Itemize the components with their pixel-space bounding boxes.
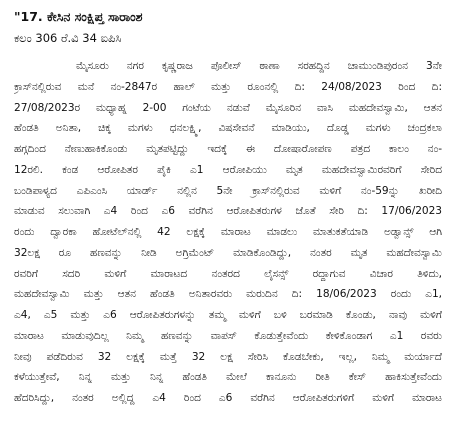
paragraph-line: ಮಾರಾಟ ಮಾಡುವುದಿಲ್ಲ ನಿಮ್ಮ ಹಣವನ್ನು ವಾಪಸ್ ಕೊಡುತ್ತೇವೆಂದು ಕೇಳಿಕೊಂಡಾಗ ಎ1 ರವರು	[14, 329, 442, 342]
paragraph-line: ಮಾಡುವ ಸಲುವಾಗಿ ಎ4 ರಿಂದ ಎ6 ವರೆಗಿನ ಆರೋಪಿತರುಗಳ ಜೊತೆ ಸೇರಿ ದಿ: 17/06/2023	[14, 205, 442, 218]
paragraph-line: ಹೆದರಿಸಿದ್ದು, ನಂತರ ಅಲ್ಲಿದ್ದ ಎ4 ರಿಂದ ಎ6 ವರೆಗಿನ ಆರೋಪಿತರುಗಳಿಗೆ ಮಳಿಗೆ ಮಾರಾಟ	[14, 392, 442, 404]
section-reference: ಕಲಂ 306 ರೆ.ವಿ 34 ಐಪಿಸಿ	[14, 31, 122, 45]
paragraph-line: ರಂದು ದ್ವಾರಕಾ ಹೋಟೆಲ್‌ನಲ್ಲಿ 42 ಲಕ್ಷಕ್ಕೆ ಮಾರಾಟ ಮಾಡಲು ಮಾತುಕತೆಯಾಡಿ ಅಡ್ವಾನ್ಸ್ ಆಗಿ	[14, 226, 442, 238]
paragraph-line: 32ಲಕ್ಷ ರೂ ಹಣವನ್ನು ನೀಡಿ ಅಗ್ರಿಮೆಂಟ್ ಮಾಡಿಕೊಂಡಿದ್ದು, ನಂತರ ಮೃತ ಮಹದೇವಸ್ವಾಮಿ	[14, 246, 442, 259]
paragraph-line: ಮಹದೇವಸ್ವಾಮಿ ಮತ್ತು ಆತನ ಹೆಂಡತಿ ಅನಿತಾರವರು ಮರುದಿನ ದಿ: 18/06/2023 ರಂದು ಎ1,	[14, 288, 442, 301]
paragraph-line: ಕಳೆಯುತ್ತೇವೆ, ನಿನ್ನ ಮತ್ತು ನಿನ್ನ ಹೆಂಡತಿ ಮೇಲೆ ಕಾನೂನು ರೀತಿ ಕೇಸ್ ಹಾಕಿಸುತ್ತೇವೆಂದು	[14, 371, 442, 384]
paragraph-line: ಹಗ್ಗದಿಂದ ನೇಣುಹಾಕಿಕೊಂಡು ಮೃತಪಟ್ಟಿದ್ದು ಇದಕ್ಕೆ ಈ ದೋಷಾರೋಪಣ ಪತ್ರದ ಕಾಲಂ ನಂ-	[14, 143, 442, 155]
paragraph-line: ರವರಿಗೆ ಸದರಿ ಮಳಿಗೆ ಮಾರಾಟದ ನಂತರದ ಲೈಸನ್ಸ್ ರದ್ದಾಗುವ ವಿಚಾರ ತಿಳಿದು,	[14, 267, 442, 280]
paragraph-line: ಕ್ರಾಸ್‌ನಲ್ಲಿರುವ ಮನೆ ನಂ-2847ರ ಹಾಲ್ ಮತ್ತು ರೂಂನಲ್ಲಿ ದಿ: 24/08/2023 ರಿಂದ ದಿ:	[14, 80, 442, 93]
case-summary-paragraph	[14, 56, 442, 409]
paragraph-line: 12ರಲಿ. ಕಂಡ ಆರೋಪಿತರ ಪೈಕಿ ಎ1 ಆರೋಪಿಯು ಮೃತ ಮಹದೇವಸ್ವಾಮಿರವರಿಗೆ ಸೇರಿದ	[14, 163, 442, 176]
paragraph-line: ಮೈಸೂರು ನಗರ ಕೃಷ್ಣರಾಜ ಪೊಲೀಸ್ ಠಾಣಾ ಸರಹದ್ದಿನ ಚಾಮುಂಡಿಪುರಂನ 3ನೇ	[76, 60, 442, 72]
paragraph-line: ನೀವು ಪಡೆದಿರುವ 32 ಲಕ್ಷಕ್ಕೆ ಮತ್ತೆ 32 ಲಕ್ಷ ಸೇರಿಸಿ ಕೊಡಬೇಕು, ಇಲ್ಲ, ನಿಮ್ಮ ಮರ್ಯಾದೆ	[14, 350, 442, 363]
paragraph-line: ಬಂಡಿಪಾಳ್ಯದ ಎಪಿಎಂಸಿ ಯಾರ್ಡ್ ನಲ್ಲಿನ 5ನೇ ಕ್ರಾಸ್‌ನಲ್ಲಿರುವ ಮಳಿಗೆ ನಂ-59ನ್ನು ಖರೀದಿ	[14, 184, 442, 197]
paragraph-line: 27/08/2023ರ ಮಧ್ಯಾಹ್ನ 2-00 ಗಂಟೆಯ ನಡುವೆ ಮೈಸೂರಿನ ವಾಸಿ ಮಹದೇವಸ್ವಾಮಿ, ಆತನ	[14, 101, 442, 114]
document-heading: "17. ಕೇಸಿನ ಸಂಕ್ಷಿಪ್ತ ಸಾರಾಂಶ	[14, 9, 143, 24]
paragraph-line: ಎ4, ಎ5 ಮತ್ತು ಎ6 ಆರೋಪಿತರುಗಳನ್ನು ತಮ್ಮ ಮಳಿಗೆ ಬಳಿ ಬರಮಾಡಿ ಕೊಂಡು, ನಾವು ಮಳಿಗೆ	[14, 309, 442, 321]
paragraph-line: ಹೆಂಡತಿ ಅನಿತಾ, ಚಿಕ್ಕ ಮಗಳು ಧನಲಕ್ಷ್ಮಿ, ವಿಷಸೇವನೆ ಮಾಡಿಯು, ದೊಡ್ಡ ಮಗಳು ಚಂದ್ರಕಲಾ	[14, 122, 442, 135]
